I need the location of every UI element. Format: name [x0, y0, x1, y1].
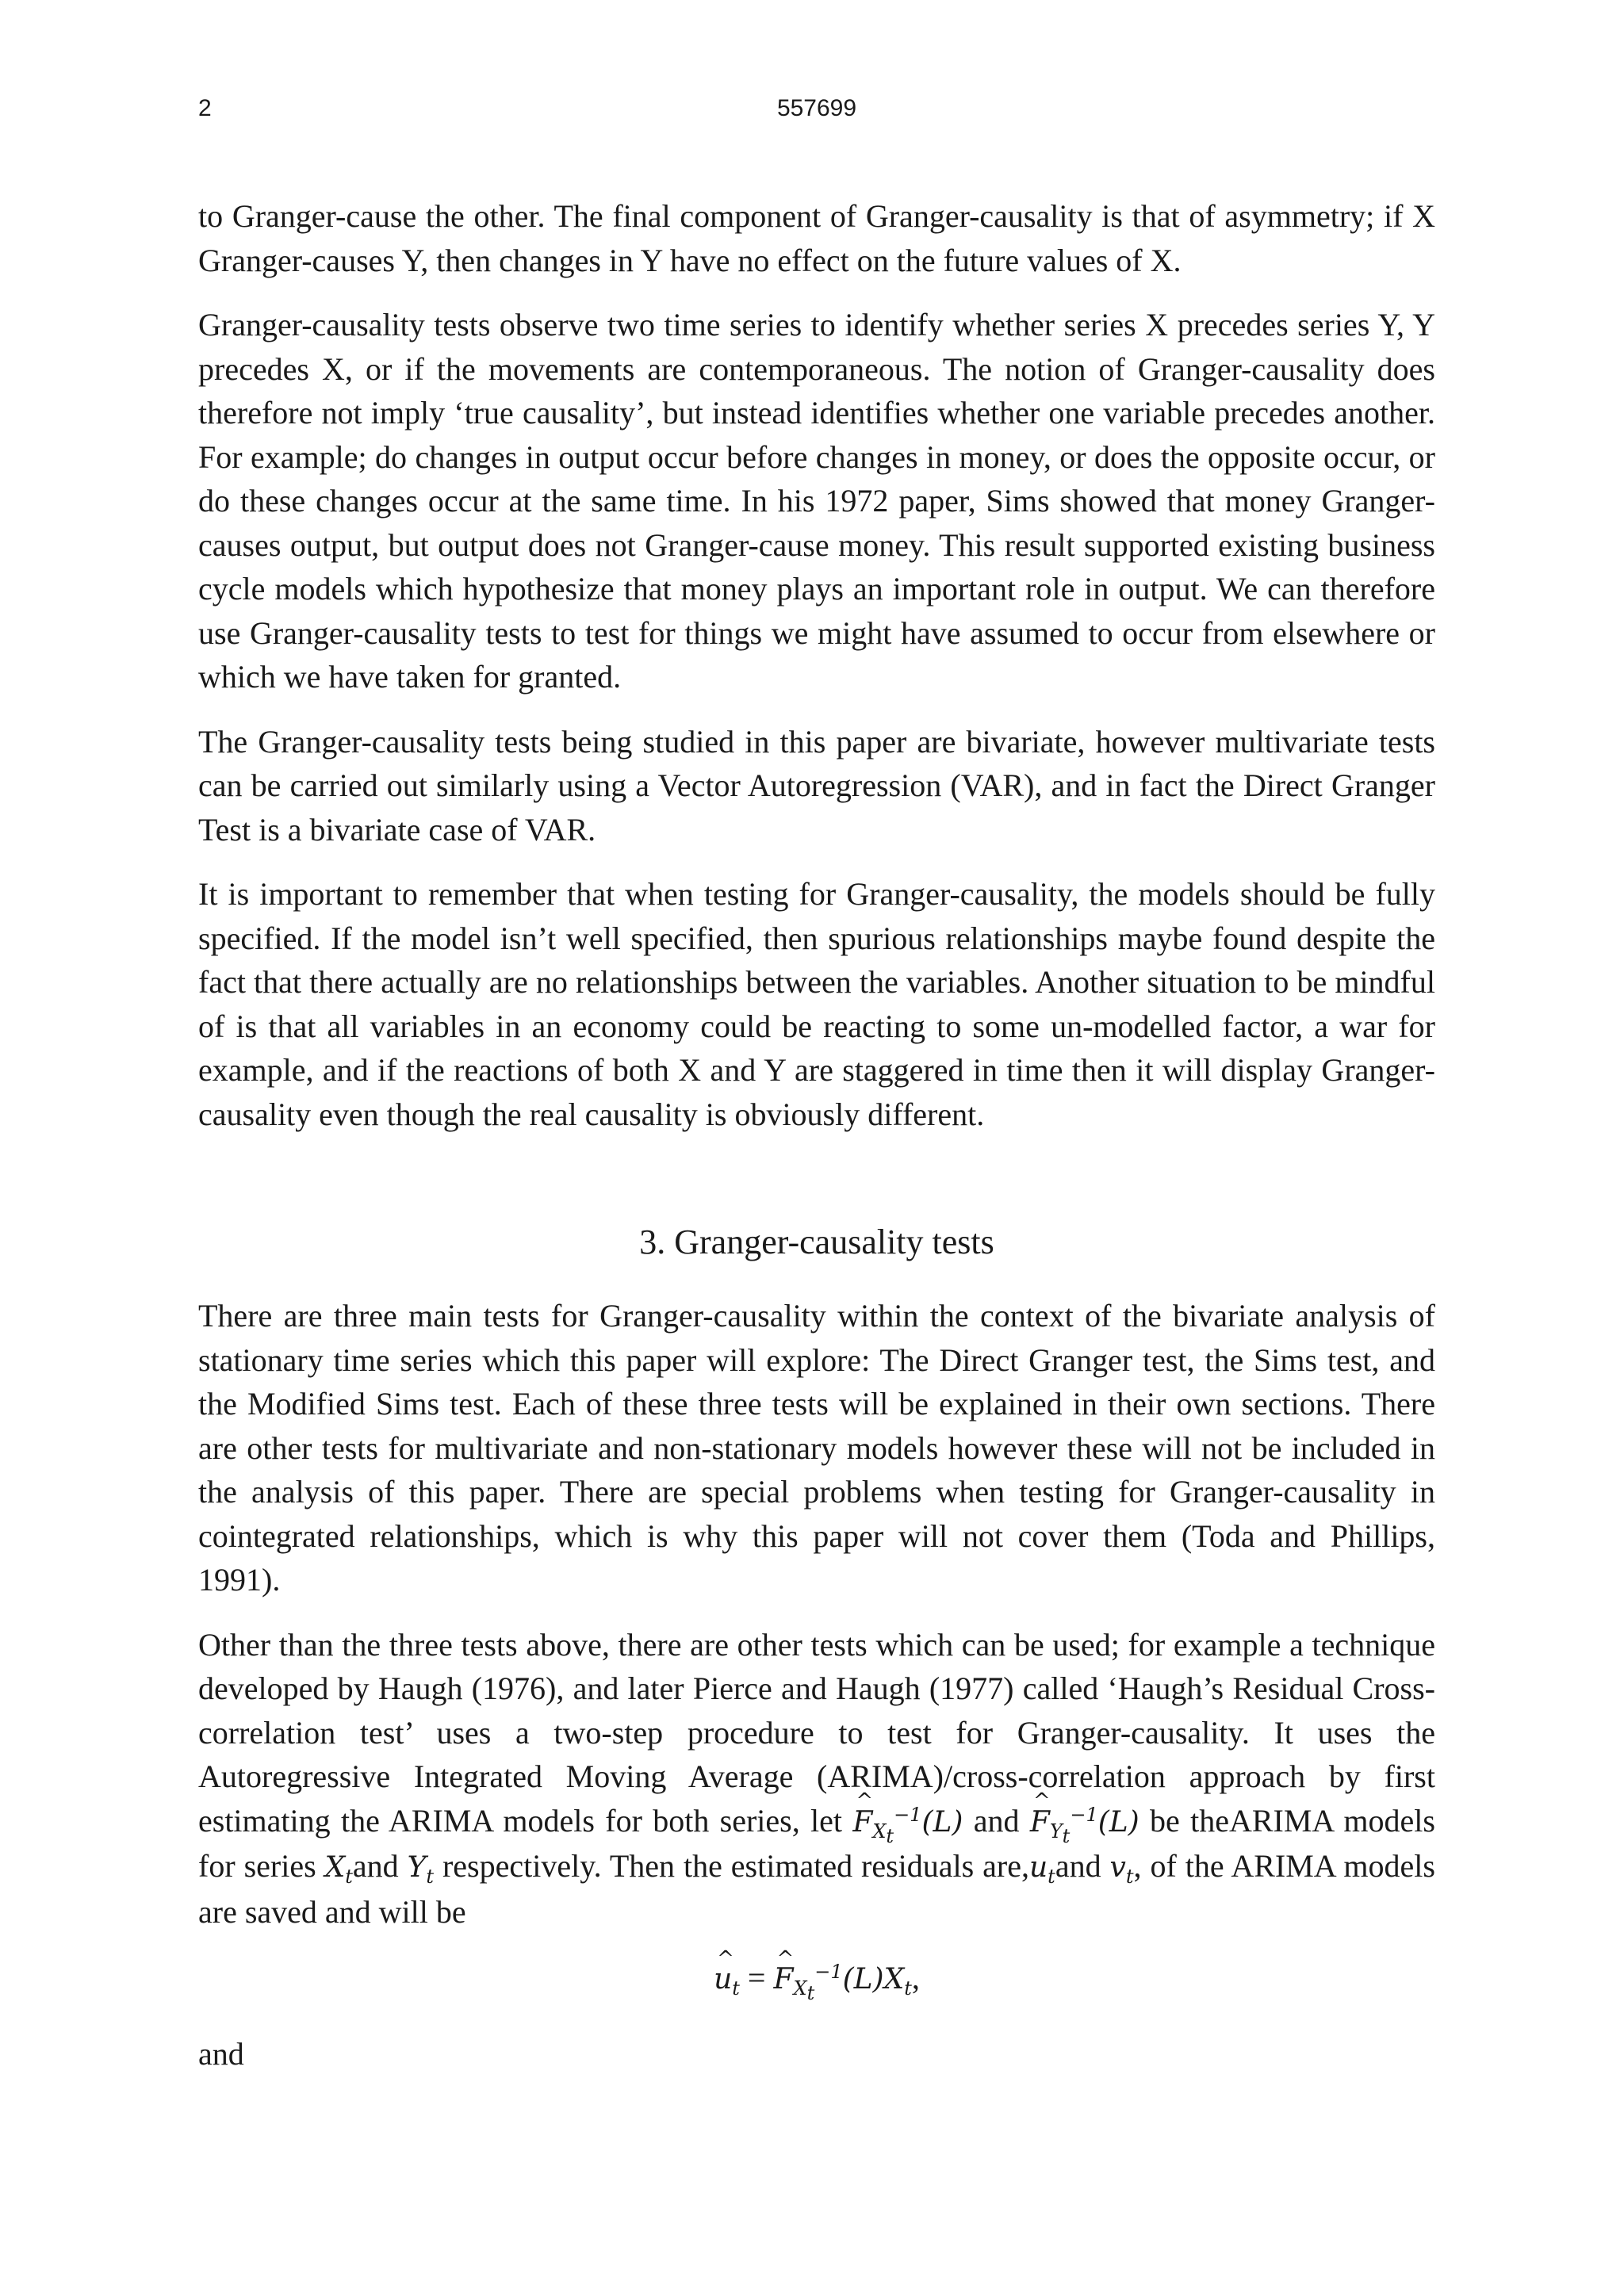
paragraph-asymmetry: to Granger-cause the other. The final component of Granger-causality is that of asymmetry; if X Granger-causes Y, then changes in Y have no effect on the future values of X. — [198, 198, 1435, 278]
haugh-text-4: , of the ARIMA models are saved and will be — [198, 1848, 1435, 1930]
document-id: 557699 — [776, 95, 857, 121]
paragraph-three-tests: There are three main tests for Granger-causality within the context of the bivariate analysis of stationary time series which this paper will explore: The Direct Granger test, the Sims test, and the Modified Sims test. Each of these three tests will be explained in their own sections. There are other tests for multivariate and non-stationary models however these will not be included in the analysis of this paper. There are special problems when testing for Granger-causality in cointegrated relationships, which is why this paper will not cover them (Toda and Phillips, 1991). — [198, 1298, 1435, 1598]
equation-residual-u: u $\^{}_t = F$ $\^{}_{X_t}^{-1}(L)X_t$, — [198, 1954, 1435, 2003]
haugh-and-3: and — [1055, 1848, 1110, 1884]
page-header — [198, 95, 1435, 143]
page-number: 2 — [198, 95, 212, 121]
page-body — [198, 194, 1435, 2076]
haugh-and-2: and — [352, 1848, 408, 1884]
arima-model-y-symbol: F $\^{}_{Y_t}^{-1}(L)$ — [1030, 1806, 1139, 1839]
haugh-text-3: respectively. Then the estimated residuals are, — [434, 1848, 1029, 1884]
haugh-text-2: be theARIMA models for series — [198, 1802, 1435, 1884]
series-x-symbol: $X_t$ — [324, 1851, 353, 1888]
arima-model-x-symbol: F $\^{}_{X_t}^{-1}(L)$ — [852, 1806, 963, 1839]
paragraph-haugh-test — [198, 1623, 1435, 1934]
series-y-symbol: $Y_t$ — [407, 1851, 435, 1888]
paragraph-bivariate: The Granger-causality tests being studied in this paper are bivariate, however multivariate tests can be carried out similarly using a Vector Autoregression (VAR), and in fact the Direct Granger Test is a bivariate case of VAR. — [198, 723, 1435, 848]
haugh-text-1: Other than the three tests above, there are other tests which can be used; for example a technique developed by Haugh (1976), and later Pierce and Haugh (1977) called ‘Haugh’s Residual Cross-correlation test’ uses a two-step procedure to test for Granger-causality. It uses the Autoregressive Integrated Moving Average (ARIMA)/cross-correlation approach by first estimating the ARIMA models for both series, let — [198, 1626, 1435, 1839]
trailing-and: and — [198, 2036, 244, 2072]
section-heading: 3. Granger-causality tests — [639, 1223, 994, 1261]
paragraph-granger-tests-intro: Granger-causality tests observe two time series to identify whether series X precedes series Y, Y precedes X, or if the movements are contemporaneous. The notion of Granger-causality does therefore not imply ‘true causality’, but instead identifies whether one variable precedes another. For example; do changes in output occur before changes in money, or does the opposite occur, or do these changes occur at the same time. In his 1972 paper, Sims showed that money Granger-causes output, but output does not Granger-cause money. This result supported existing business cycle models which hypothesize that money plays an important role in output. We can therefore use Granger-causality tests to test for things we might have assumed to occur from elsewhere or which we have taken for granted. — [198, 307, 1435, 695]
residual-u-symbol: $u_t$ — [1028, 1851, 1055, 1888]
residual-v-symbol: $v_t$ — [1109, 1851, 1134, 1888]
paragraph-specification: It is important to remember that when testing for Granger-causality, the models should be fully specified. If the model isn’t well specified, then spurious relationships maybe found despite the fact that there actually are no relationships between the variables. Another situation to be mindful of is that all variables in an economy could be reacting to some un-modelled factor, a war for example, and if the reactions of both X and Y are staggered in time then it will display Granger-causality even though the real causality is obviously different. — [198, 876, 1435, 1132]
haugh-and-1: and — [963, 1802, 1030, 1839]
